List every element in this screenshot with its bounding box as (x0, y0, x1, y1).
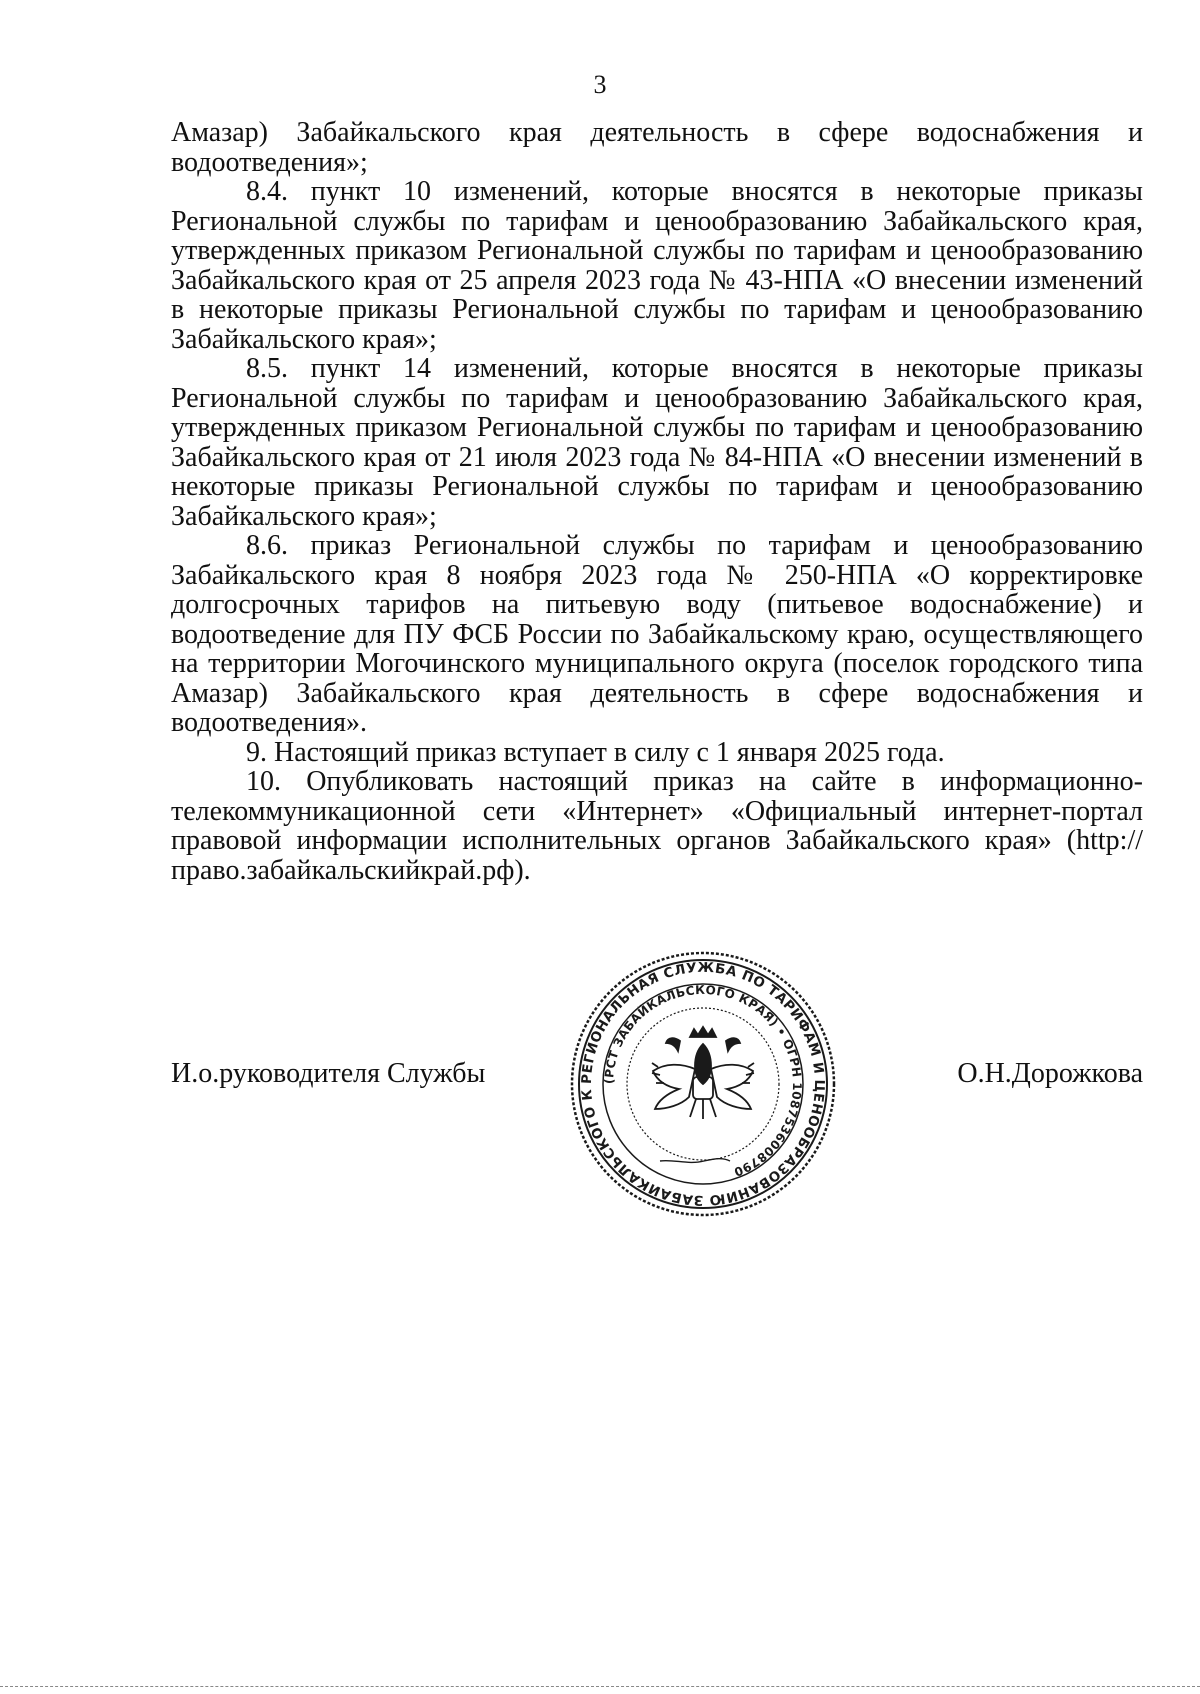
eagle-emblem-icon (652, 1027, 754, 1119)
official-seal (568, 949, 838, 1219)
page-number: 3 (593, 70, 607, 99)
paragraph-10: 10. Опубликовать настоящий приказ на сайте в информационно-телекоммуникационной сети «Интернет» «Официальный интернет-портал правовой информации исполнительных органов Забайкальского края» (http://право.забайкальскийкрай.рф). (171, 766, 1143, 886)
paragraph-9: 9. Настоящий приказ вступает в силу с 1 января 2025 года. (246, 736, 945, 768)
seal-graphic (568, 949, 838, 1219)
seal-inner-text: (РСТ ЗАБАЙКАЛЬСКОГО КРАЯ) • ОГРН 1087536008790 (601, 982, 805, 1180)
footer-divider (0, 1686, 1200, 1687)
paragraph-8-5: 8.5. пункт 14 изменений, которые вносятся в некоторые приказы Региональной службы по тарифам и ценообразованию Забайкальского края, утвержденных приказом Региональной службы по тарифам и ценообразованию Забайкальского края от 21 июля 2023 года № 84-НПА «О внесении изменений в некоторые приказы Региональной службы по тарифам и ценообразованию Забайкальского края»; (171, 353, 1143, 532)
signatory-position: И.о.руководителя Службы (171, 1058, 486, 1089)
paragraph-8-6: 8.6. приказ Региональной службы по тарифам и ценообразованию Забайкальского края 8 ноября 2023 года № 250-НПА «О корректировке долгосрочных тарифов на питьевую воду (питьевое водоснабжение) и водоотведение для ПУ ФСБ России по Забайкальскому краю, осуществляющего на территории Могочинского муниципального округа (поселок городского типа Амазар) Забайкальского края деятельность в сфере водоснабжения и водоотведения». (171, 530, 1143, 738)
paragraph-continuation: Амазар) Забайкальского края деятельность в сфере водоснабжения и водоотведения»; (171, 117, 1143, 178)
seal-outer-text: РЕГИОНАЛЬНАЯ СЛУЖБА ПО ТАРИФАМ И ЦЕНООБРАЗОВАНИЮ ЗАБАЙКАЛЬСКОГО К (578, 959, 828, 1209)
signatory-name: О.Н.Дорожкова (957, 1058, 1143, 1089)
paragraph-8-4: 8.4. пункт 10 изменений, которые вносятся в некоторые приказы Региональной службы по тарифам и ценообразованию Забайкальского края, утвержденных приказом Региональной службы по тарифам и ценообразованию Забайкальского края от 25 апреля 2023 года № 43-НПА «О внесении изменений в некоторые приказы Региональной службы по тарифам и ценообразованию Забайкальского края»; (171, 176, 1143, 355)
document-body (171, 118, 1143, 885)
